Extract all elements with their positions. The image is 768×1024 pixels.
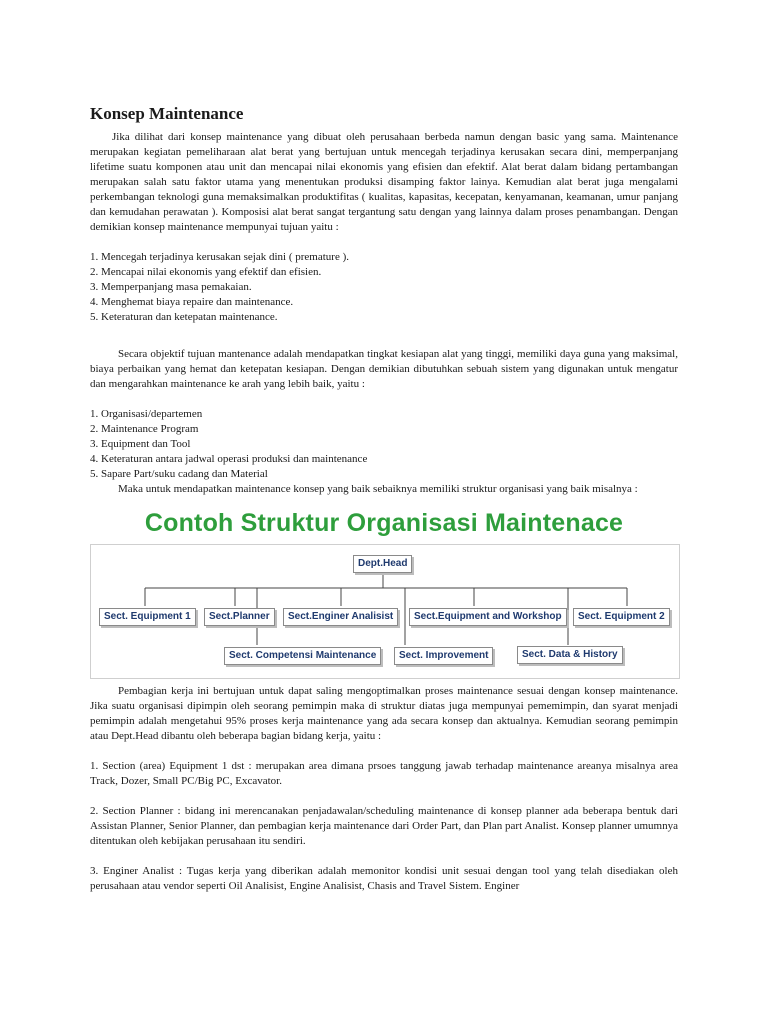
section-2-paragraph: 2. Section Planner : bidang ini merencanakan penjadawalan/scheduling maintenance di konsep planner ada beberapa bentuk dari Assistan Planner, Senior Planner, dan pembagian kerja maintenance dari Order Part, dan Plan part Analist. Konsep planner umumnya ditentukan oleh kebijakan perusahaan itu sendiri.	[90, 805, 678, 847]
sect-improvement-node: Sect. Improvement	[394, 647, 493, 665]
list-item: 3. Equipment dan Tool	[90, 438, 191, 450]
division-paragraph: Pembagian kerja ini bertujuan untuk dapat saling mengoptimalkan proses maintenance sesuai dengan konsep maintenance. Jika suatu organisasi dipimpin oleh seorang pemimpin maka di struktur diatas juga mempunyai pememimpin, dan syarat menjadi pemimpin adalah mengetahui 95% proses kerja maintenance yang ada secara konsep dan aktualnya. Kemudian seorang pemimpin atau Dept.Head dibantu oleh beberapa bagian bidang kerja, yaitu :	[90, 685, 678, 742]
sect-competensi-node: Sect. Competensi Maintenance	[224, 647, 381, 665]
list-item: 4. Keteraturan antara jadwal operasi produksi dan maintenance	[90, 453, 368, 465]
list-item: 2. Maintenance Program	[90, 423, 199, 435]
systems-list	[90, 407, 678, 482]
structure-intro-paragraph: Maka untuk mendapatkan maintenance konsep yang baik sebaiknya memiliki struktur organisasi yang baik misalnya :	[118, 483, 638, 495]
page-title: Konsep Maintenance	[90, 104, 244, 123]
sect-enginer-analisist-node: Sect.Enginer Analisist	[283, 608, 398, 626]
goals-list	[90, 250, 678, 325]
section-1-paragraph: 1. Section (area) Equipment 1 dst : merupakan area dimana prsoes tanggung jawab terhadap maintenance areanya misalnya area Track, Dozer, Small PC/Big PC, Excavator.	[90, 760, 678, 787]
list-item: 5. Sapare Part/suku cadang dan Material	[90, 468, 268, 480]
document-body	[90, 104, 678, 497]
sect-data-history-node: Sect. Data & History	[517, 646, 623, 664]
list-item: 1. Organisasi/departemen	[90, 408, 203, 420]
list-item: 4. Menghemat biaya repaire dan maintenance.	[90, 296, 294, 308]
intro-paragraph: Jika dilihat dari konsep maintenance yang dibuat oleh perusahaan berbeda namun dengan basic yang sama. Maintenance merupakan kegiatan pemeliharaan alat berat yang bertujuan untuk mencegah terjadinya kerusakan secara dini, memperpanjang lifetime suatu komponen atau unit dan mencapai nilai ekonomis yang efisien dan efektif. Alat berat dalam bidang pertambangan merupakan salah satu faktor utama yang menentukan produksi disamping faktor lainya. Kemudian alat berat juga mengalami perkembangan teknologi guna memaksimalkan produktifitas ( kualitas, kapasitas, kecepatan, kenyamanan, keamanan, umur panjang dan kemudahan perawatan ). Komposisi alat berat sangat tergantung satu dengan yang lainnya dalam proses penambangan. Dengan demikian konsep maintenance mempunyai tujuan yaitu :	[90, 131, 678, 233]
document-body-continued	[90, 684, 678, 894]
sect-equipment-1-node: Sect. Equipment 1	[99, 608, 196, 626]
list-item: 3. Memperpanjang masa pemakaian.	[90, 281, 252, 293]
list-item: 5. Keteraturan dan ketepatan maintenance.	[90, 311, 278, 323]
sect-equipment-2-node: Sect. Equipment 2	[573, 608, 670, 626]
org-chart	[90, 544, 680, 679]
dept-head-node: Dept.Head	[353, 555, 412, 573]
list-item: 1. Mencegah terjadinya kerusakan sejak dini ( premature ).	[90, 251, 350, 263]
sect-equipment-workshop-node: Sect.Equipment and Workshop	[409, 608, 567, 626]
section-3-paragraph: 3. Enginer Analist : Tugas kerja yang diberikan adalah memonitor kondisi unit sesuai dengan tool yang telah disediakan oleh perusahaan atau vendor seperti Oil Analisist, Engine Analisist, Chasis and Travel Sistem. Enginer	[90, 865, 678, 892]
objective-paragraph: Secara objektif tujuan mantenance adalah mendapatkan tingkat kesiapan alat yang tinggi, memiliki daya guna yang maksimal, biaya perbaikan yang hemat dan ketepatan kesiapan. Dengan demikian dibutuhkan sebuah sistem yang digunakan untuk mengatur dan mengarahkan maintenance ke arah yang lebih baik, yaitu :	[90, 348, 678, 390]
org-chart-title: Contoh Struktur Organisasi Maintenace	[144, 509, 624, 537]
sect-planner-node: Sect.Planner	[204, 608, 275, 626]
list-item: 2. Mencapai nilai ekonomis yang efektif dan efisien.	[90, 266, 322, 278]
